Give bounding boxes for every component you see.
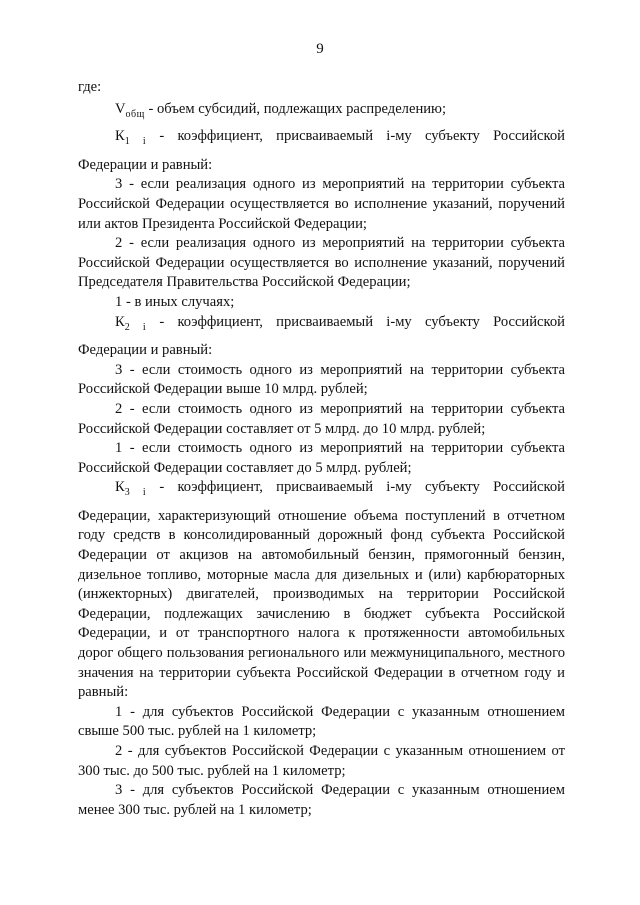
definition-v bbox=[78, 100, 565, 125]
v-definition: - объем субсидий, подлежащих распределению; bbox=[144, 100, 447, 117]
k1-item-3: 1 - в иных случаях; bbox=[115, 293, 235, 310]
k3-symbol: К bbox=[115, 479, 125, 496]
k2-item-2: 2 - если стоимость одного из мероприятий на территории субъекта Российской Федерации составляет от 5 млрд. до 10 млрд. рублей; bbox=[78, 400, 565, 437]
definition-k2 bbox=[78, 313, 565, 338]
k3-item-1: 1 - для субъектов Российской Федерации с указанным отношением свыше 500 тыс. рублей на 1 километр; bbox=[78, 703, 565, 740]
k2-definition: - коэффициент, присваиваемый i-му субъекту Российской bbox=[146, 313, 565, 330]
definition-k3 bbox=[78, 478, 565, 503]
k3-subscript: 3 i bbox=[124, 487, 147, 499]
page-number: 9 bbox=[316, 41, 324, 57]
k3-definition: - коэффициент, присваиваемый i-му субъекту Российской bbox=[146, 479, 565, 496]
k3-item-2: 2 - для субъектов Российской Федерации с указанным отношением от 300 тыс. до 500 тыс. рублей на 1 километр; bbox=[78, 743, 565, 779]
k3-item-3: 3 - для субъектов Российской Федерации с указанным отношением менее 300 тыс. рублей на 1 километр; bbox=[78, 782, 565, 818]
document-body bbox=[78, 78, 565, 820]
k2-continuation: Федерации и равный: bbox=[78, 342, 213, 359]
v-subscript: общ bbox=[125, 108, 145, 120]
k3-continuation: Федерации, характеризующий отношение объема поступлений в отчетном году средств в консолидированный дорожный фонд субъекта Российской Федерации от акцизов на автомобильный бензин, прямогонный бензин, дизельное топливо, моторные масла для дизельных и (или) карбюраторных (инжекторных) двигателей, производимых на территории Российской Федерации, подлежащих зачислению в бюджет субъекта Российской Федерации, и от транспортного налога к протяженности автомобильных дорог общего пользования регионального или межмуниципального, местного значения на территории субъекта Российской Федерации в отчетном году и равный: bbox=[78, 507, 565, 701]
k2-symbol: К bbox=[115, 313, 125, 330]
k1-continuation: Федерации и равный: bbox=[78, 156, 213, 173]
k1-item-1: 3 - если реализация одного из мероприятий на территории субъекта Российской Федерации осуществляется во исполнение указаний, поручений или актов Президента Российской Федерации; bbox=[78, 176, 565, 232]
k1-definition: - коэффициент, присваиваемый i-му субъекту Российской bbox=[146, 128, 565, 145]
k1-item-2: 2 - если реализация одного из мероприятий на территории субъекта Российской Федерации осуществляется во исполнение указаний, поручений Председателя Правительства Российской Федерации; bbox=[78, 235, 565, 291]
k2-item-1: 3 - если стоимость одного из мероприятий на территории субъекта Российской Федерации выше 10 млрд. рублей; bbox=[78, 361, 565, 398]
k1-subscript: 1 i bbox=[124, 136, 147, 148]
intro-line: где: bbox=[78, 79, 102, 95]
definition-k1 bbox=[78, 127, 565, 152]
k1-symbol: К bbox=[115, 128, 125, 145]
k2-item-3: 1 - если стоимость одного из мероприятий на территории субъекта Российской Федерации составляет до 5 млрд. рублей; bbox=[78, 440, 565, 476]
k2-subscript: 2 i bbox=[124, 321, 147, 333]
v-symbol: V bbox=[115, 100, 126, 117]
